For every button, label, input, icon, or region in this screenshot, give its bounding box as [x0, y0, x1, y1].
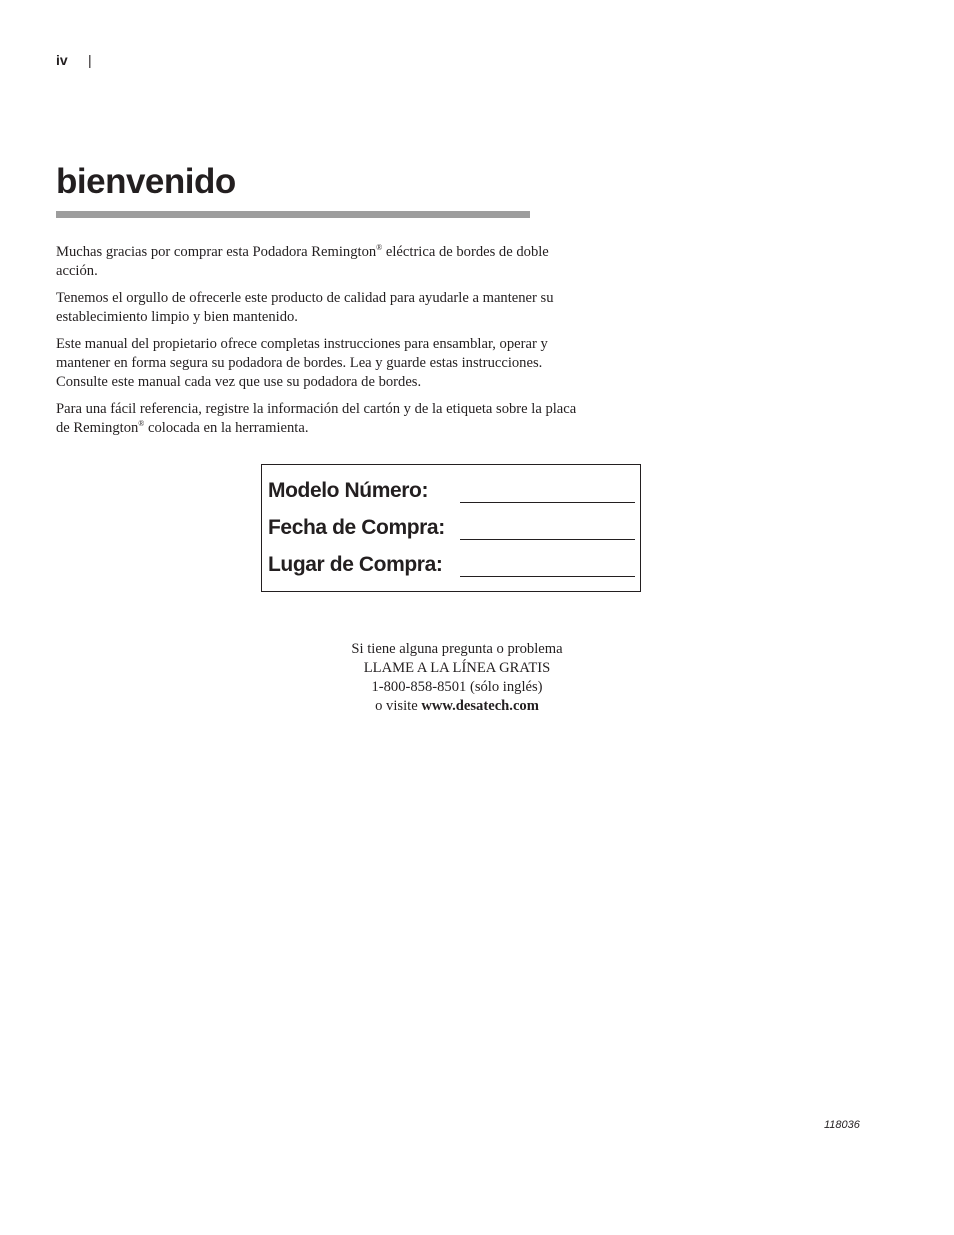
website-link[interactable]: www.desatech.com — [421, 698, 539, 714]
purchase-date-row — [268, 516, 445, 546]
title-underline-rule — [56, 211, 530, 218]
purchase-place-label: Lugar de Compra: — [268, 553, 443, 576]
intro-paragraph-pride: Tenemos el orgullo de ofrecerle este producto de calidad para ayudarle a mantener su establecimiento limpio y bien mantenido. — [56, 290, 554, 325]
registered-mark: ® — [138, 419, 145, 429]
registration-box — [261, 464, 641, 592]
intro-section — [56, 243, 591, 446]
registered-mark: ® — [376, 243, 383, 253]
purchase-date-field[interactable] — [460, 539, 635, 540]
contact-question-line: Si tiene alguna pregunta o problema — [351, 641, 563, 657]
model-number-row — [268, 479, 428, 509]
contact-website-prefix: o visite — [375, 698, 422, 714]
contact-info — [257, 640, 657, 716]
intro-text: colocada en la herramienta. — [144, 420, 309, 436]
contact-hotline-line: LLAME A LA LÍNEA GRATIS — [363, 660, 551, 676]
model-number-field[interactable] — [460, 502, 635, 503]
intro-text: eléctrica de bordes de doble acción. — [56, 244, 549, 279]
purchase-date-label: Fecha de Compra: — [268, 516, 445, 539]
intro-paragraph-thanks — [56, 243, 591, 281]
contact-phone-number: 1-800-858-8501 (sólo inglés) — [371, 679, 543, 695]
intro-paragraph-reference — [56, 400, 591, 438]
page-number-separator: | — [88, 52, 92, 68]
page-title: bienvenido — [56, 162, 236, 201]
document-code: 118036 — [824, 1119, 860, 1131]
page-number: iv — [56, 52, 68, 68]
model-number-label: Modelo Número: — [268, 479, 429, 502]
intro-paragraph-manual: Este manual del propietario ofrece completas instrucciones para ensamblar, operar y mantener en forma segura su podadora de bordes. Lea y guarde estas instrucciones. Consulte este manual cada vez que use su podadora de bordes. — [56, 336, 548, 390]
intro-text: Muchas gracias por comprar esta Podadora Remington — [56, 244, 377, 260]
purchase-place-row — [268, 553, 442, 583]
purchase-place-field[interactable] — [460, 576, 635, 577]
contact-website-line — [257, 697, 657, 716]
intro-text: Para una fácil referencia, registre la información del cartón y de la etiqueta sobre la placa de Remington — [56, 401, 577, 436]
